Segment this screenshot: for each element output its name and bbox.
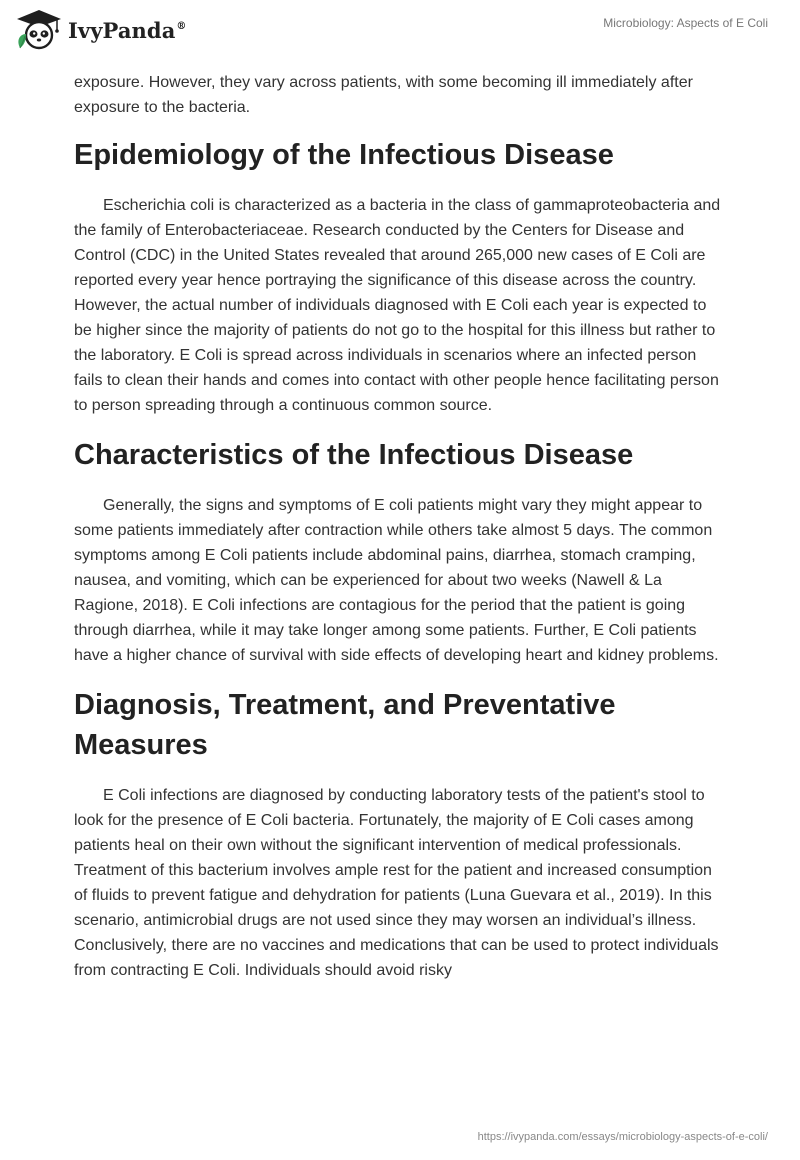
source-url[interactable]: https://ivypanda.com/essays/microbiology-aspects-of-e-coli/ [477, 1131, 768, 1143]
logo-wordmark [68, 18, 187, 43]
document-title: Microbiology: Aspects of E Coli [603, 16, 768, 30]
intro-paragraph: exposure. However, they vary across patients, with some becoming ill immediately after exposure to the bacteria. [74, 74, 693, 116]
section-paragraph-epidemiology: Escherichia coli is characterized as a bacteria in the class of gammaproteobacteria and the family of Enterobacteriaceae. Research conducted by the Centers for Disease and Control (CDC) in the United States revealed that around 265,000 new cases of E Coli are reported every year hence portraying the significance of this disease across the country. However, the actual number of individuals diagnosed with E Coli each year is expected to be higher since the majority of patients do not go to the hospital for this illness but rather to the laboratory. E Coli is spread across individuals in scenarios where an infected person fails to clean their hands and comes into contact with other people hence facilitating person to person spreading through a continuous common source. [74, 197, 721, 414]
essay-body [74, 70, 728, 983]
section-paragraph-diagnosis: E Coli infections are diagnosed by conducting laboratory tests of the patient's stool to look for the presence of E Coli bacteria. Fortunately, the majority of E Coli cases among patients heal on their own without the significant intervention of medical professionals. Treatment of this bacterium involves ample rest for the patient and increased consumption of fluids to prevent fatigue and dehydration for patients (Luna Guevara et al., 2019). In this scenario, antimicrobial drugs are not used since they may worsen an individual’s illness. Conclusively, there are no vaccines and medications that can be used to protect individuals from contracting E Coli. Individuals should avoid risky [74, 787, 719, 979]
page-header [0, 0, 800, 62]
section-heading-diagnosis: Diagnosis, Treatment, and Preventative Measures [74, 689, 616, 761]
section-heading-epidemiology: Epidemiology of the Infectious Disease [74, 139, 614, 171]
section-heading-characteristics: Characteristics of the Infectious Disease [74, 439, 634, 471]
section-paragraph-characteristics: Generally, the signs and symptoms of E coli patients might vary they might appear to some patients immediately after contraction while others take almost 5 days. The common symptoms among E Coli patients include abdominal pains, diarrhea, stomach cramping, nausea, and vomiting, which can be experienced for about two weeks (Nawell & La Ragione, 2018). E Coli infections are contagious for the period that the patient is going through diarrhea, while it may take longer among some patients. Further, E Coli patients have a higher chance of survival with side effects of developing heart and kidney problems. [74, 497, 719, 664]
registered-mark: ® [176, 20, 187, 32]
panda-graduate-icon [14, 8, 64, 52]
logo-text: IvyPanda [68, 17, 176, 43]
ivypanda-logo[interactable] [14, 8, 187, 52]
